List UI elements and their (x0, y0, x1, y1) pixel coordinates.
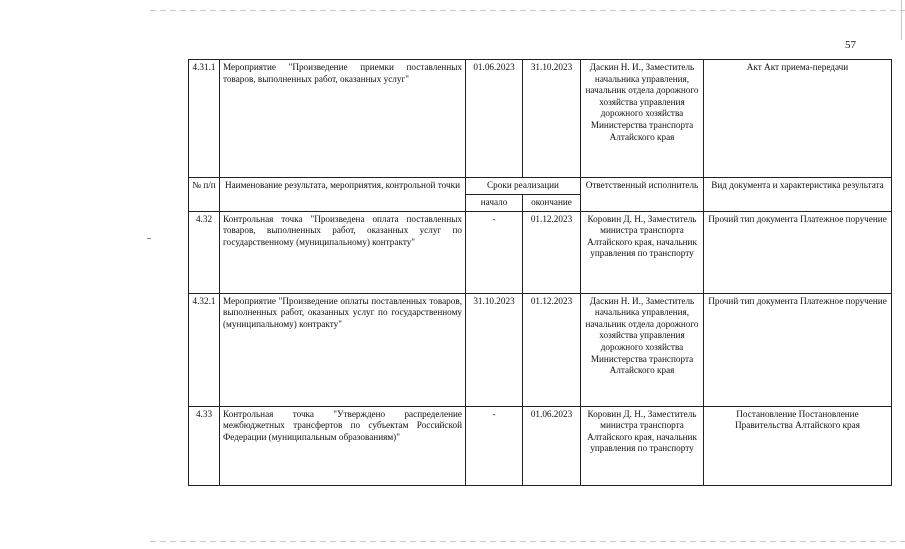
table-row (189, 406, 892, 485)
row-document: Прочий тип документа Платежное поручение (704, 211, 892, 293)
row-document: Постановление Постановление Правительства Алтайского края (704, 406, 892, 485)
scan-artifact-bottom (150, 541, 905, 542)
row-name: Контрольная точка "Произведена оплата поставленных товаров, выполненных работ, оказанных услуг по государственному (муниципальному) контракту" (220, 211, 466, 293)
page-edge (901, 0, 902, 40)
implementation-plan-table (188, 59, 892, 486)
row-responsible: Даскин Н. И., Заместитель начальника управления, начальник отдела дорожного хозяйства управления дорожного хозяйства Министерства транспорта Алтайского края (581, 60, 704, 178)
row-start-date: - (466, 211, 523, 293)
row-end-date: 31.10.2023 (523, 60, 581, 178)
scan-artifact-top (150, 10, 905, 11)
row-name: Контрольная точка "Утверждено распределение межбюджетных трансфертов по субъектам Российской Федерации (муниципальным образованиям)" (220, 406, 466, 485)
table-header-row (189, 178, 892, 195)
row-number: 4.32.1 (189, 293, 220, 406)
row-responsible: Даскин Н. И., Заместитель начальника управления, начальник отдела дорожного хозяйства управления дорожного хозяйства Министерства транспорта Алтайского края (581, 293, 704, 406)
row-document: Прочий тип документа Платежное поручение (704, 293, 892, 406)
row-number: 4.31.1 (189, 60, 220, 178)
table-row (189, 211, 892, 293)
row-number: 4.32 (189, 211, 220, 293)
row-end-date: 01.06.2023 (523, 406, 581, 485)
row-document: Акт Акт приема-передачи (704, 60, 892, 178)
page-number: 57 (845, 39, 856, 51)
row-end-date: 01.12.2023 (523, 211, 581, 293)
header-name: Наименование результата, мероприятия, контрольной точки (220, 178, 466, 212)
row-start-date: 31.10.2023 (466, 293, 523, 406)
row-number: 4.33 (189, 406, 220, 485)
header-responsible: Ответственный исполнитель (581, 178, 704, 212)
row-end-date: 01.12.2023 (523, 293, 581, 406)
row-name: Мероприятие "Произведение приемки поставленных товаров, выполненных работ, оказанных услуг" (220, 60, 466, 178)
row-responsible: Коровин Д. Н., Заместитель министра транспорта Алтайского края, начальник управления по транспорту (581, 211, 704, 293)
header-end: окончание (523, 195, 581, 212)
row-name: Мероприятие "Произведение оплаты поставленных товаров, выполненных работ, оказанных услуг по государственному (муниципальному) контракту" (220, 293, 466, 406)
row-start-date: 01.06.2023 (466, 60, 523, 178)
header-terms: Сроки реализации (466, 178, 581, 195)
scan-speck (147, 238, 151, 239)
row-start-date: - (466, 406, 523, 485)
header-number: № п/п (189, 178, 220, 212)
row-responsible: Коровин Д. Н., Заместитель министра транспорта Алтайского края, начальник управления по транспорту (581, 406, 704, 485)
table-row (189, 60, 892, 178)
table-row (189, 293, 892, 406)
header-start: начало (466, 195, 523, 212)
header-document: Вид документа и характеристика результата (704, 178, 892, 212)
